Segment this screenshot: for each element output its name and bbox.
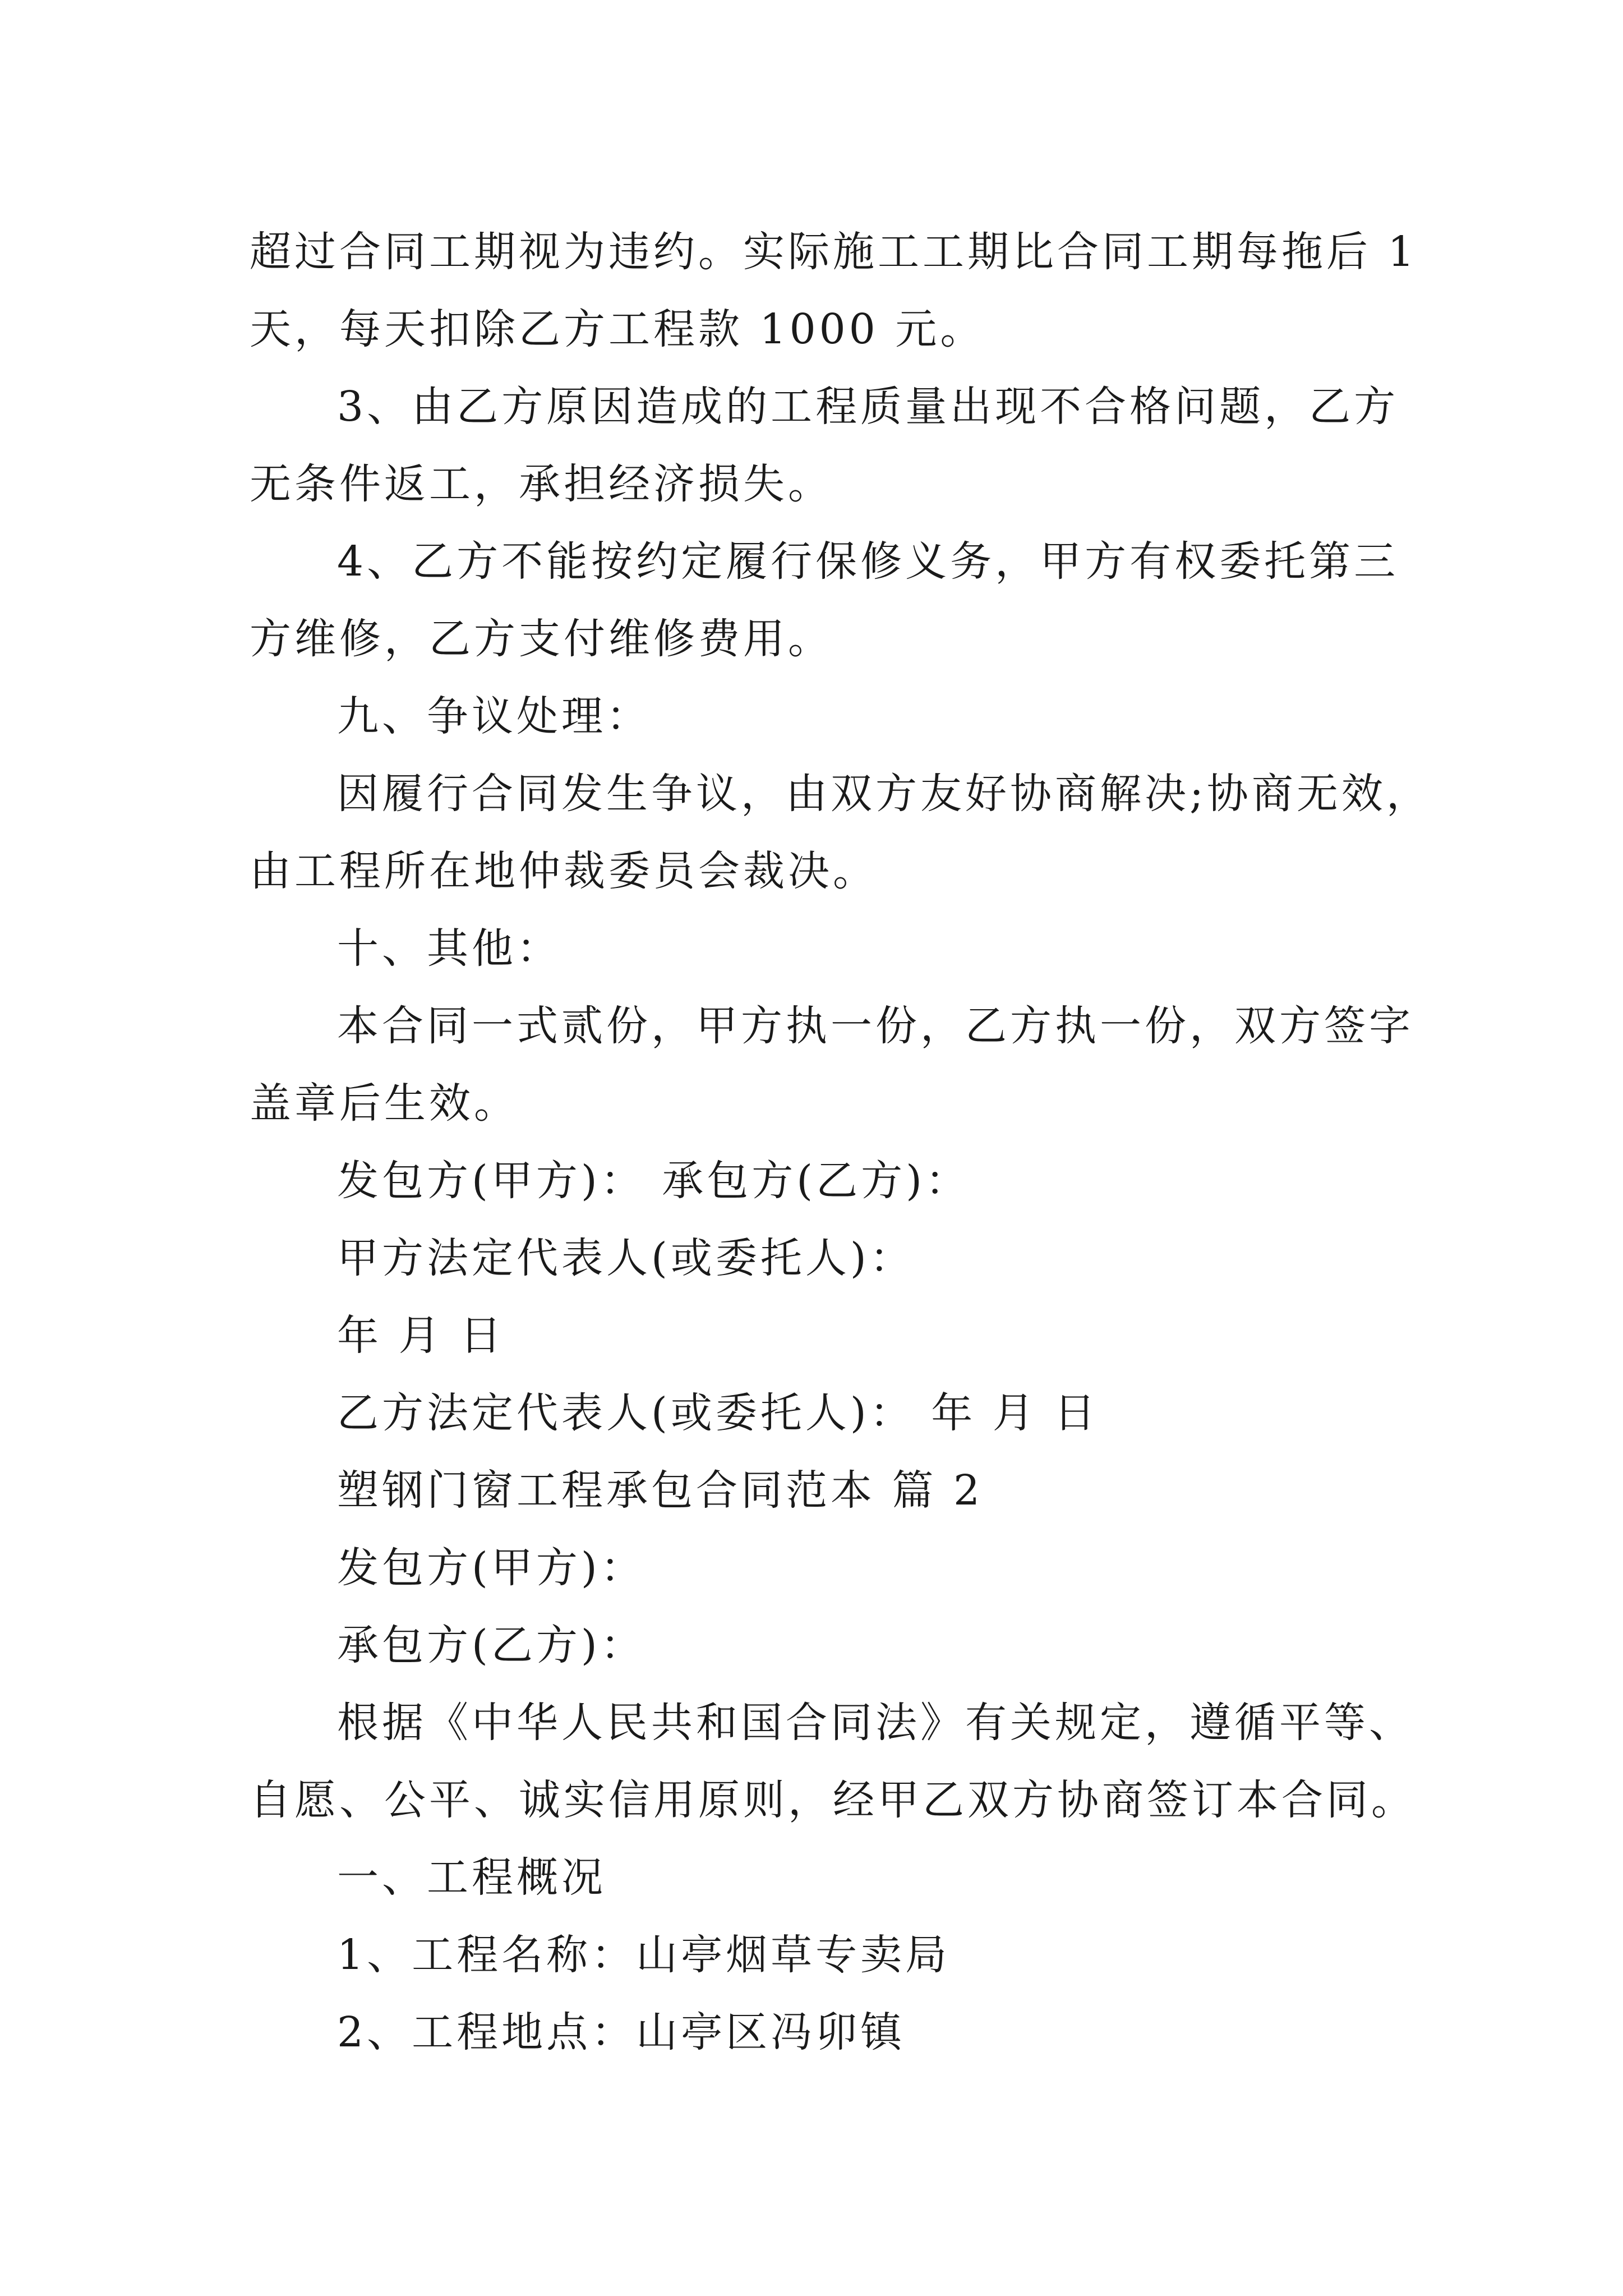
text-line: 无条件返工，承担经济损失。 — [250, 460, 833, 508]
text-line: 因履行合同发生争议，由双方友好协商解决;协商无效， — [337, 770, 1431, 818]
text-line: 3、由乙方原因造成的工程质量出现不合格问题，乙方 — [337, 383, 1399, 431]
text-line: 根据《中华人民共和国合同法》有关规定，遵循平等、 — [337, 1699, 1414, 1747]
text-line: 本合同一式贰份，甲方执一份，乙方执一份，双方签字 — [337, 1002, 1414, 1050]
section-heading: 九、争议处理： — [337, 692, 651, 740]
section-heading: 一、工程概况 — [337, 1853, 606, 1902]
signature-representative-b: 乙方法定代表人(或委托人)： 年 月 日 — [337, 1389, 1099, 1437]
text-line: 盖章后生效。 — [250, 1079, 519, 1128]
party-a-label: 发包方(甲方)： — [337, 1544, 645, 1592]
document-page — [250, 213, 1431, 2071]
list-item: 2、工程地点：山亭区冯卯镇 — [337, 2008, 906, 2056]
signature-parties: 发包方(甲方)： 承包方(乙方)： — [337, 1157, 971, 1205]
signature-date: 年 月 日 — [337, 1312, 505, 1360]
party-b-label: 承包方(乙方)： — [337, 1621, 645, 1669]
text-line: 由工程所在地仲裁委员会裁决。 — [250, 847, 878, 895]
text-line: 天，每天扣除乙方工程款 1000 元。 — [250, 305, 985, 353]
text-line: 4、乙方不能按约定履行保修义务，甲方有权委托第三 — [337, 537, 1399, 586]
signature-representative-a: 甲方法定代表人(或委托人)： — [337, 1234, 915, 1282]
text-line: 自愿、公平、诚实信用原则，经甲乙双方协商签订本合同。 — [250, 1776, 1416, 1824]
list-item: 1、工程名称：山亭烟草专卖局 — [337, 1931, 951, 1979]
section-heading: 十、其他： — [337, 924, 561, 973]
document-title: 塑钢门窗工程承包合同范本 篇 2 — [337, 1466, 984, 1515]
text-line: 超过合同工期视为违约。实际施工工期比合同工期每拖后 1 — [250, 228, 1418, 276]
text-line: 方维修，乙方支付维修费用。 — [250, 615, 833, 663]
